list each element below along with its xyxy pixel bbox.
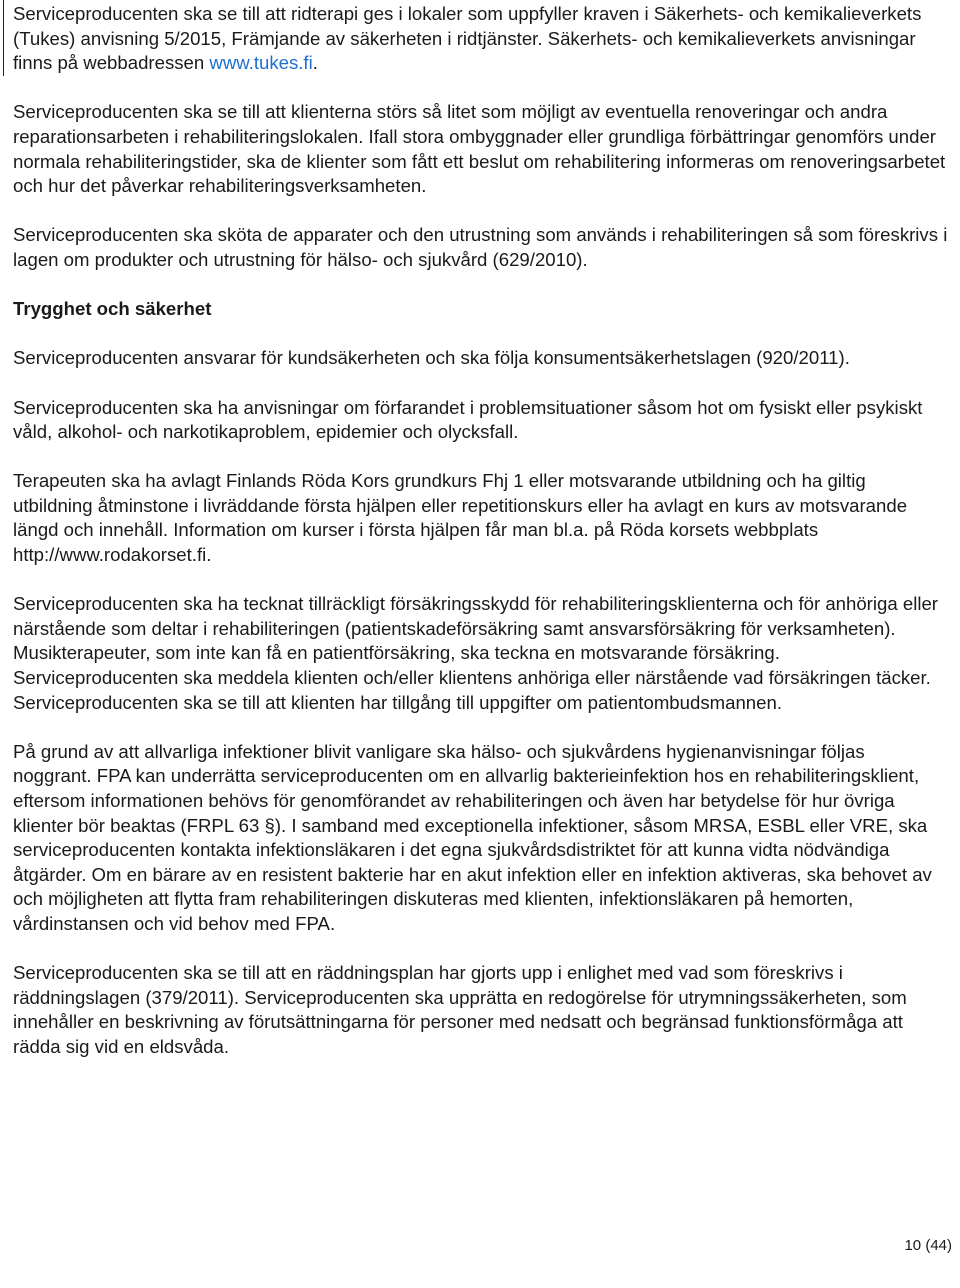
document-page — [13, 0, 948, 1084]
paragraph-infektioner: På grund av att allvarliga infektioner blivit vanligare ska hälso- och sjukvårdens hygienanvisningar följas noggrant. FPA kan underrätta serviceproducenten om en allvarlig bakterieinfektion hos en rehabiliteringsklient, eftersom informationen behövs för genomförandet av rehabiliteringen och även har betydelse för hur övriga klienter bör beaktas (FRPL 63 §). I samband med exceptionella infektioner, såsom MRSA, ESBL eller VRE, ska serviceproducenten kontakta infektionsläkaren i det egna sjukvårdsdistriktet för att kunna vidta nödvändiga åtgärder. Om en bärare av en resistent bakterie har en akut infektion eller en infektion aktiveras, ska behovet av och möjligheten att flytta fram rehabiliteringen diskuteras med klienten, infektionsläkaren på hemorten, vårdinstansen och vid behov med FPA. — [13, 740, 932, 934]
paragraph-forsta-hjalpen: Terapeuten ska ha avlagt Finlands Röda Kors grundkurs Fhj 1 eller motsvarande utbildning och ha giltig utbildning åtminstone i livräddande första hjälpen eller repetitionskurs eller ha avlagt en kurs av motsvarande längd och innehåll. Information om kurser i första hjälpen får man bl.a. på Röda korsets webbplats http://www.rodakorset.fi. — [13, 470, 908, 566]
paragraph-raddningsplan: Serviceproducenten ska se till att en räddningsplan har gjorts upp i enlighet med vad som föreskrivs i räddningslagen (379/2011). Serviceproducenten ska upprätta en redogörelse för utrymningssäkerheten, som innehåller en beskrivning av förutsättningarna för personer med nedsatt och begränsad funktionsförmåga att rädda sig vid en eldsvåda. — [13, 962, 907, 1057]
paragraph-ridterapi-text: Serviceproducenten ska se till att ridterapi ges i lokaler som uppfyller kraven i Säkerhets- och kemikalieverkets (Tukes) anvisning 5/2015, Främjande av säkerheten i ridtjänster. Säkerhets- och kemikalieverkets anvisningar finns på webbadressen — [13, 3, 922, 74]
paragraph-problemsituationer: Serviceproducenten ska ha anvisningar om förfarandet i problemsituationer såsom hot om fysiskt eller psykiskt våld, alkohol- och narkotikaproblem, epidemier och olycksfall. — [13, 396, 923, 443]
paragraph-renoveringar: Serviceproducenten ska se till att klienterna störs så litet som möjligt av eventuella renoveringar och andra reparationsarbeten i rehabiliteringslokalen. Ifall stora ombyggnader eller grundliga förbättringar genomförs under normala rehabiliteringstider, ska de klienter som fått ett beslut om rehabilitering informeras om renoveringsarbetet och hur det påverkar rehabiliteringsverksamheten. — [13, 101, 946, 197]
paragraph-forsakringsskydd: Serviceproducenten ska ha tecknat tillräckligt försäkringsskydd för rehabiliteringsklienterna och för anhöriga eller närstående som deltar i rehabiliteringen (patientskadeförsäkring samt ansvarsförsäkring för verksamheten). Musikterapeuter, som inte kan få en patientförsäkring, ska teckna en motsvarande försäkring. Serviceproducenten ska meddela klienten och/eller klientens anhöriga eller närstående vad försäkringen täcker. Serviceproducenten ska se till att klienten har tillgång till uppgifter om patientombudsmannen. — [13, 593, 938, 713]
paragraph-ridterapi — [13, 2, 948, 76]
paragraph-kundsakerhet: Serviceproducenten ansvarar för kundsäkerheten och ska följa konsumentsäkerhetslagen (920/2011). — [13, 347, 850, 369]
page-number: 10 (44) — [904, 1237, 952, 1254]
left-margin-rule — [3, 0, 4, 76]
paragraph-ridterapi-end: . — [312, 52, 318, 74]
tukes-link[interactable]: www.tukes.fi — [209, 52, 313, 74]
paragraph-apparater: Serviceproducenten ska sköta de apparater och den utrustning som används i rehabiliteringen så som föreskrivs i lagen om produkter och utrustning för hälso- och sjukvård (629/2010). — [13, 224, 948, 270]
section-heading-trygghet: Trygghet och säkerhet — [13, 298, 212, 320]
